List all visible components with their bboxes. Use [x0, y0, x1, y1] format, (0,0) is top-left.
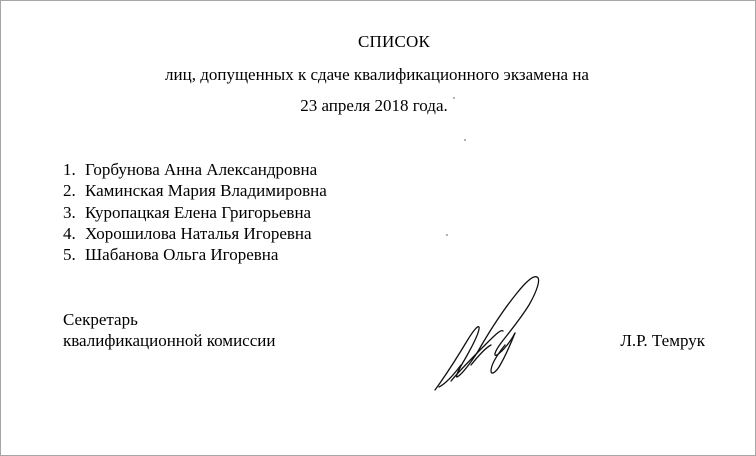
list-item [63, 180, 327, 201]
admitted-persons-list [63, 159, 327, 265]
list-item-number: 5. [63, 245, 76, 265]
list-item [63, 159, 327, 180]
list-item [63, 202, 327, 223]
list-item-name: Каминская Мария Владимировна [85, 181, 327, 201]
scan-speck [446, 234, 448, 236]
list-item [63, 244, 327, 265]
list-item-number: 4. [63, 223, 76, 243]
list-item-name: Куропацкая Елена Григорьевна [85, 202, 312, 222]
list-item [63, 223, 327, 244]
list-item-number: 1. [63, 160, 76, 179]
list-item-number: 3. [63, 202, 76, 222]
scan-speck [464, 139, 466, 141]
handwritten-signature [421, 269, 561, 399]
document-title: СПИСОК [357, 32, 431, 51]
scan-speck [453, 97, 455, 99]
signatory-organization: квалификационной комиссии [63, 331, 276, 350]
list-item-number: 2. [63, 181, 76, 201]
list-item-name: Горбунова Анна Александровна [85, 160, 318, 179]
exam-date: 23 апреля 2018 года. [300, 96, 448, 115]
list-item-name: Хорошилова Наталья Игоревна [85, 223, 312, 243]
list-item-name: Шабанова Ольга Игоревна [85, 245, 279, 265]
signatory-name: Л.Р. Темрук [620, 331, 705, 350]
document-subtitle: лиц, допущенных к сдаче квалификационного экзамена на [165, 65, 589, 84]
signatory-role: Секретарь [63, 310, 138, 329]
